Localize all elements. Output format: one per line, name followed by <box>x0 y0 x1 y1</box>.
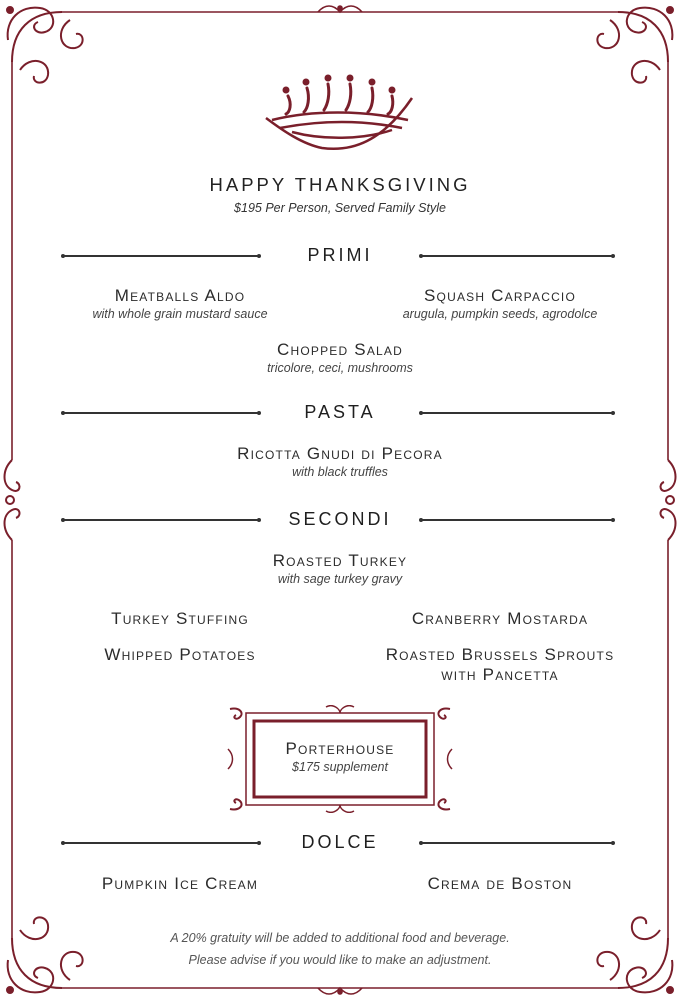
dessert-item: Crema de Boston <box>427 874 573 893</box>
footer-note-line2: Please advise if you would like to make an adjustment. <box>188 953 492 967</box>
section-heading-primi: PRIMI <box>307 245 373 265</box>
menu-item <box>30 286 330 322</box>
item-description: tricolore, ceci, mushrooms <box>267 361 413 375</box>
supplement-item <box>0 739 680 775</box>
corner-flourish-top-right <box>597 7 673 83</box>
side-dish: Turkey Stuffing <box>111 609 249 628</box>
menu-item <box>0 551 680 587</box>
section-heading-secondi: SECONDI <box>288 509 392 529</box>
item-name: Squash Carpaccio <box>424 286 576 305</box>
item-name: Meatballs Aldo <box>114 286 246 305</box>
section-heading-dolce: DOLCE <box>301 832 379 852</box>
menu-item <box>0 444 680 480</box>
side-dish: Cranberry Mostarda <box>411 609 589 628</box>
menu-title: HAPPY THANKSGIVING <box>209 174 471 195</box>
menu-item <box>345 286 655 322</box>
bottom-center-ornament <box>318 988 362 994</box>
top-center-ornament <box>318 6 362 12</box>
side-dish-line: with Pancetta <box>441 665 559 684</box>
item-name: Roasted Turkey <box>272 551 408 570</box>
side-dish: Whipped Potatoes <box>104 645 256 664</box>
item-description: with black truffles <box>292 465 388 479</box>
menu-item <box>0 340 680 376</box>
side-dish <box>345 645 655 685</box>
item-description: arugula, pumpkin seeds, agrodolce <box>402 307 598 321</box>
item-name: Ricotta Gnudi di Pecora <box>237 444 443 463</box>
item-price: $175 supplement <box>292 760 388 774</box>
item-description: with sage turkey gravy <box>277 572 403 586</box>
item-name: Porterhouse <box>285 739 395 758</box>
menu-subtitle: $195 Per Person, Served Family Style <box>234 201 446 215</box>
item-name: Chopped Salad <box>277 340 403 359</box>
footer-note-line1: A 20% gratuity will be added to additional food and beverage. <box>170 931 510 945</box>
section-heading-pasta: PASTA <box>304 402 376 422</box>
side-dish-line: Roasted Brussels Sprouts <box>385 645 615 664</box>
item-description: with whole grain mustard sauce <box>92 307 268 321</box>
crown-logo <box>262 70 418 154</box>
dessert-item: Pumpkin Ice Cream <box>101 874 259 893</box>
corner-flourish-top-left <box>7 7 83 83</box>
